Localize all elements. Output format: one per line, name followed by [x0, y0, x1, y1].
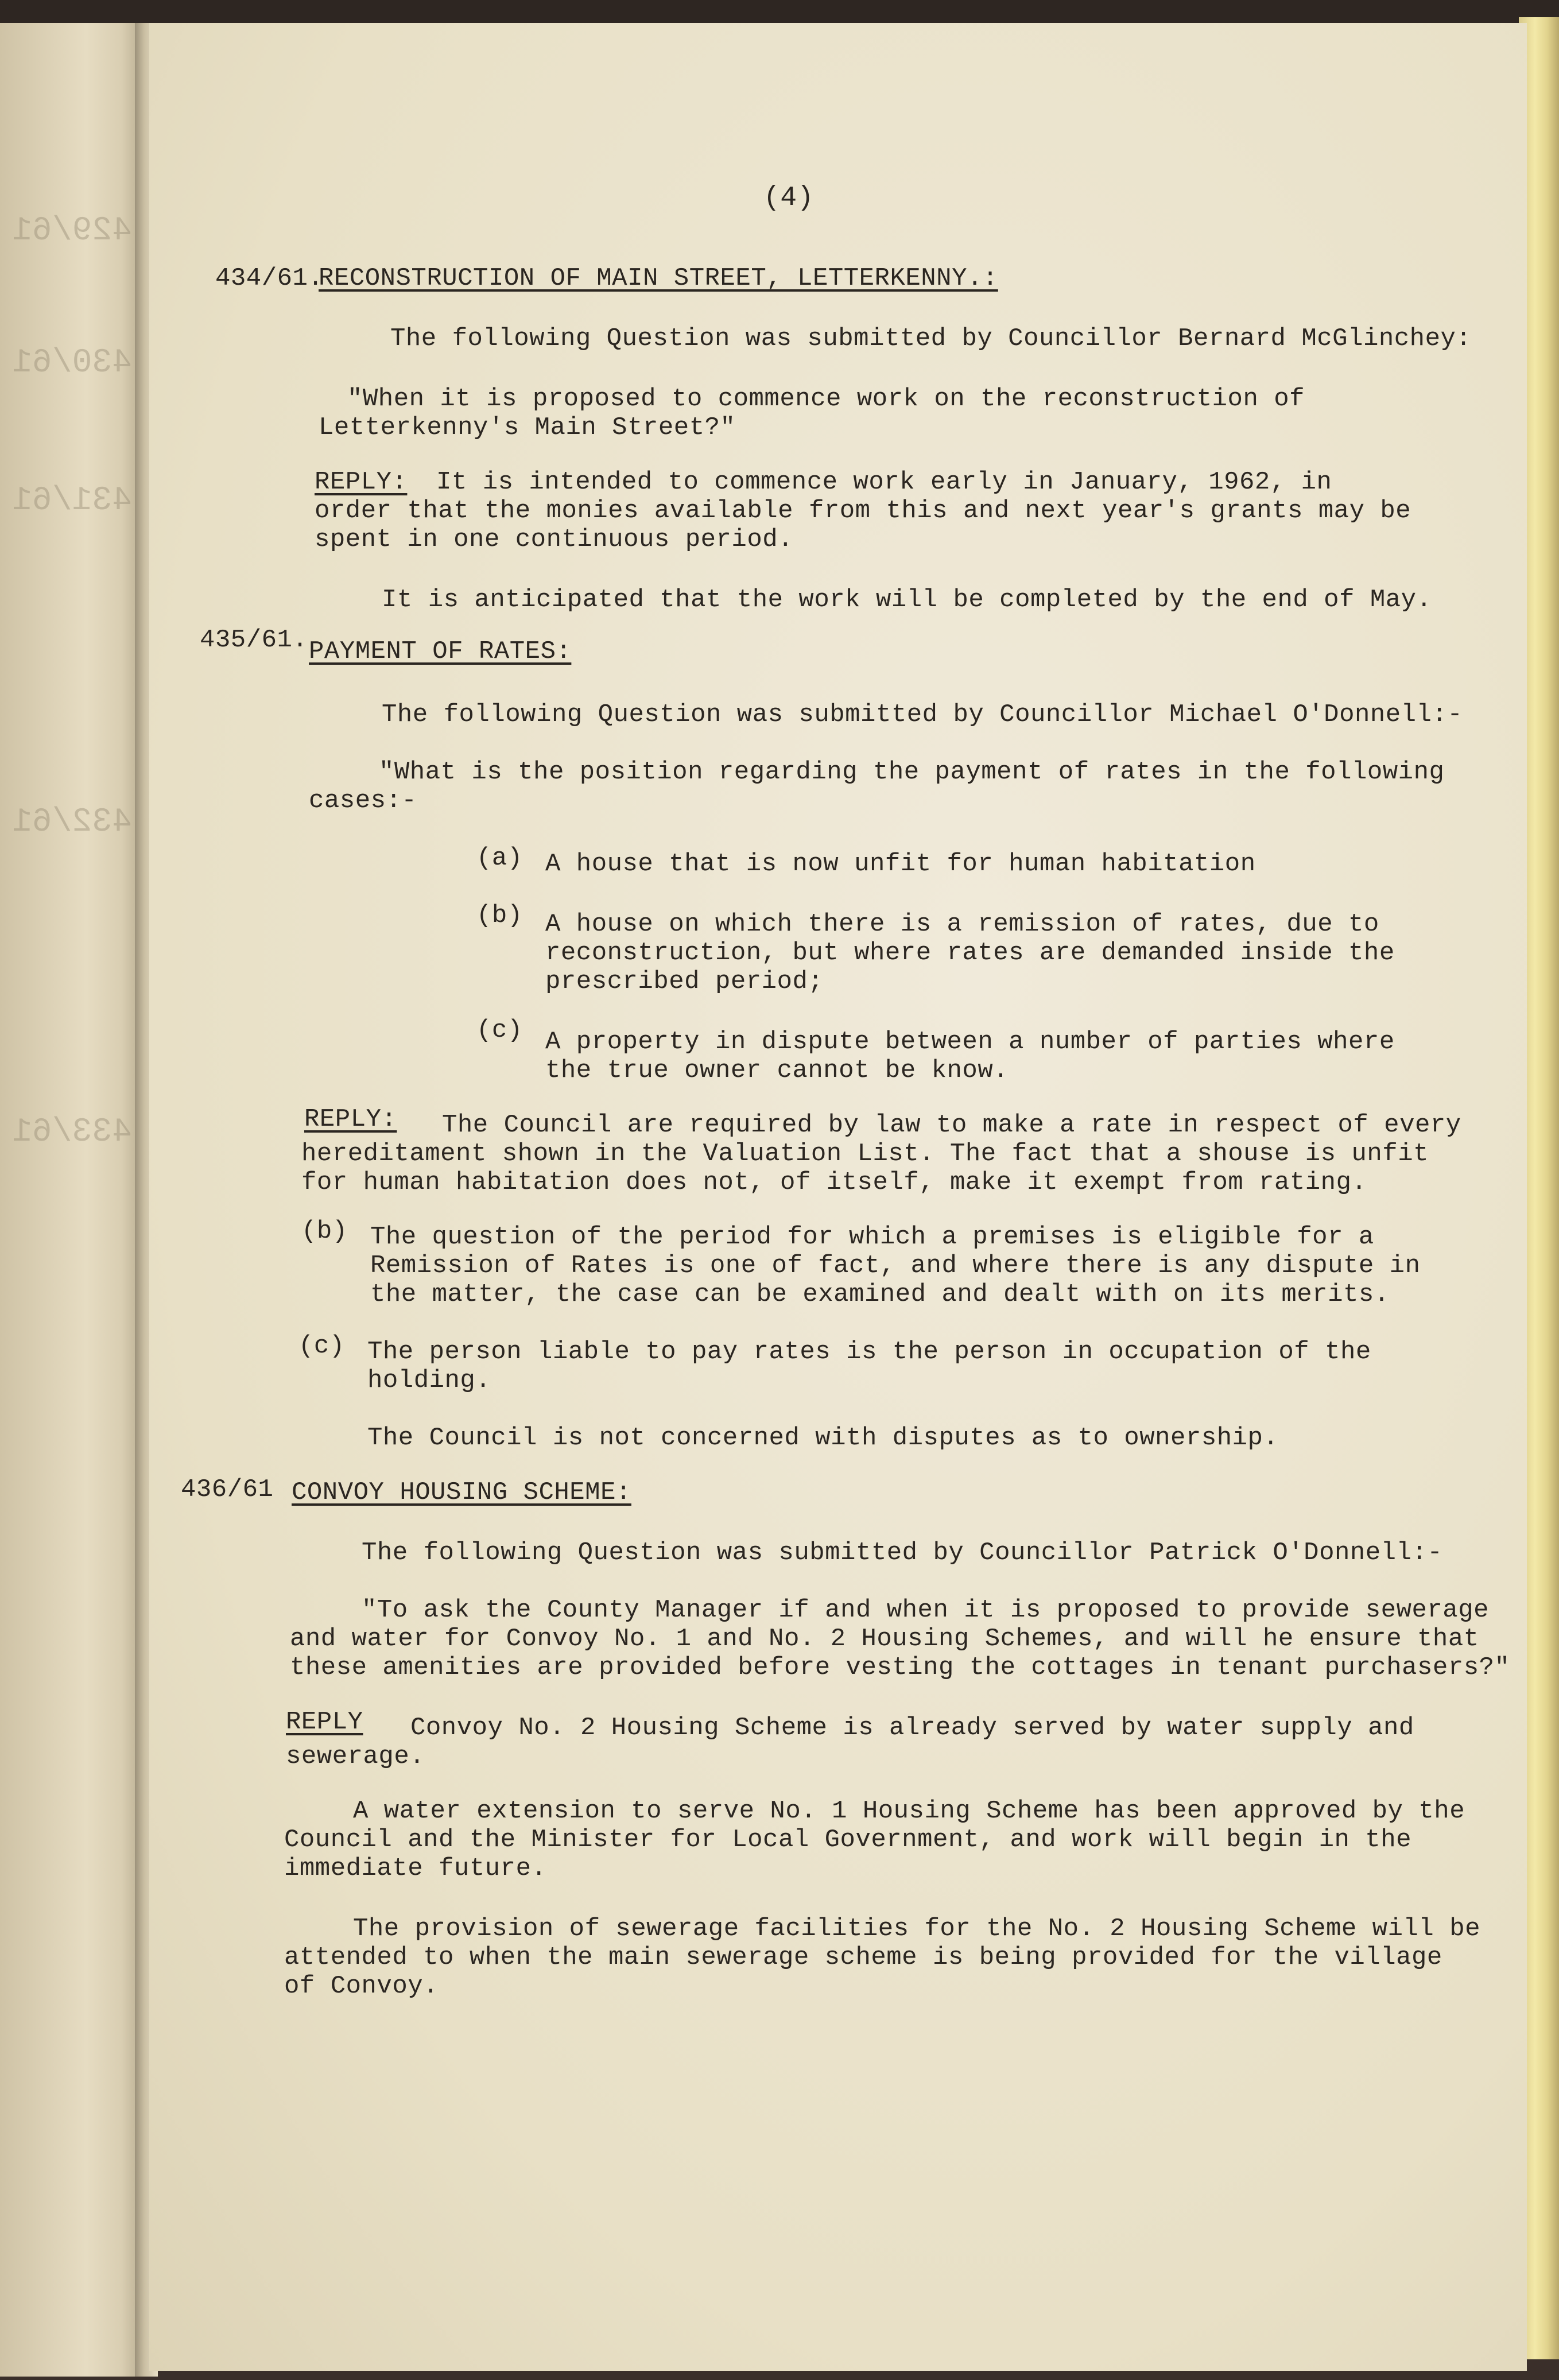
bleed-through-number: 429/61 [12, 212, 132, 250]
answer-text: The question of the period for which a premises is eligible for a [370, 1223, 1374, 1251]
answer-text: Remission of Rates is one of fact, and where there is any dispute in [370, 1251, 1421, 1280]
facing-page [0, 23, 144, 2377]
case-label: (a) [476, 844, 523, 873]
reply-text: Convoy No. 2 Housing Scheme is already served by water supply and [410, 1714, 1414, 1742]
question-intro: The following Question was submitted by Councillor Patrick O'Donnell:- [362, 1538, 1443, 1567]
reply-text: sewerage. [286, 1742, 425, 1771]
question-text: "When it is proposed to commence work on the reconstruction of [347, 385, 1305, 413]
case-text: prescribed period; [545, 967, 824, 996]
question-text: cases:- [309, 786, 417, 815]
reply-text: order that the monies available from this and next year's grants may be [315, 497, 1411, 525]
item-heading: PAYMENT OF RATES: [309, 637, 572, 666]
question-text: Letterkenny's Main Street?" [319, 413, 736, 442]
note-text: The Council is not concerned with disputes as to ownership. [367, 1424, 1279, 1452]
paragraph-text: immediate future. [284, 1854, 547, 1883]
reply-label: REPLY [286, 1708, 363, 1736]
bleed-through-number: 432/61 [12, 804, 132, 841]
paragraph-text: A water extension to serve No. 1 Housing Scheme has been approved by the [353, 1797, 1465, 1825]
paragraph-text: Council and the Minister for Local Government, and work will begin in the [284, 1825, 1412, 1854]
reply-text: The Council are required by law to make a rate in respect of every [442, 1111, 1461, 1139]
note-text: It is anticipated that the work will be completed by the end of May. [382, 586, 1432, 614]
page-number: (4) [763, 183, 814, 214]
reply-text: spent in one continuous period. [315, 525, 794, 554]
item-heading: RECONSTRUCTION OF MAIN STREET, LETTERKENNY.: [319, 264, 998, 293]
answer-label: (c) [298, 1332, 345, 1360]
case-text: A property in dispute between a number of parties where [545, 1028, 1395, 1056]
reply-label: REPLY: [304, 1105, 397, 1134]
paragraph-text: The provision of sewerage facilities for the No. 2 Housing Scheme will be [353, 1914, 1481, 1943]
bleed-through-number: 431/61 [12, 482, 132, 520]
case-text: A house on which there is a remission of rates, due to [545, 910, 1379, 939]
answer-label: (b) [301, 1217, 348, 1246]
question-text: and water for Convoy No. 1 and No. 2 Housing Schemes, and will he ensure that [290, 1625, 1479, 1653]
answer-text: The person liable to pay rates is the person in occupation of the [367, 1338, 1371, 1366]
case-text: reconstruction, but where rates are demanded inside the [545, 939, 1395, 967]
background-top [0, 0, 1559, 23]
question-text: "What is the position regarding the payment of rates in the following [379, 758, 1445, 786]
item-number: 436/61 [181, 1475, 274, 1504]
answer-text: the matter, the case can be examined and dealt with on its merits. [370, 1280, 1390, 1309]
item-number: 434/61. [215, 264, 324, 293]
question-text: these amenities are provided before vesting the cottages in tenant purchasers?" [290, 1653, 1510, 1682]
reply-text: for human habitation does not, of itself, make it exempt from rating. [301, 1168, 1367, 1197]
item-number: 435/61. [200, 626, 308, 654]
question-text: "To ask the County Manager if and when it is proposed to provide sewerage [362, 1596, 1490, 1625]
reply-text: It is intended to commence work early in January, 1962, in [436, 468, 1332, 497]
bleed-through-number: 433/61 [12, 1114, 132, 1151]
case-text: the true owner cannot be know. [545, 1056, 1009, 1085]
case-text: A house that is now unfit for human habitation [545, 850, 1256, 878]
paragraph-text: attended to when the main sewerage scheme is being provided for the village [284, 1943, 1442, 1972]
reply-text: hereditament shown in the Valuation List. The fact that a shouse is unfit [301, 1139, 1429, 1168]
document-page [149, 23, 1527, 2371]
question-intro: The following Question was submitted by Councillor Bernard McGlinchey: [390, 324, 1472, 353]
paragraph-text: of Convoy. [284, 1972, 439, 2001]
item-heading: CONVOY HOUSING SCHEME: [292, 1478, 631, 1507]
reply-label: REPLY: [315, 468, 408, 497]
case-label: (b) [476, 901, 523, 930]
bleed-through-number: 430/61 [12, 344, 132, 382]
answer-text: holding. [367, 1366, 491, 1395]
case-label: (c) [476, 1016, 523, 1045]
question-intro: The following Question was submitted by Councillor Michael O'Donnell:- [382, 700, 1463, 729]
